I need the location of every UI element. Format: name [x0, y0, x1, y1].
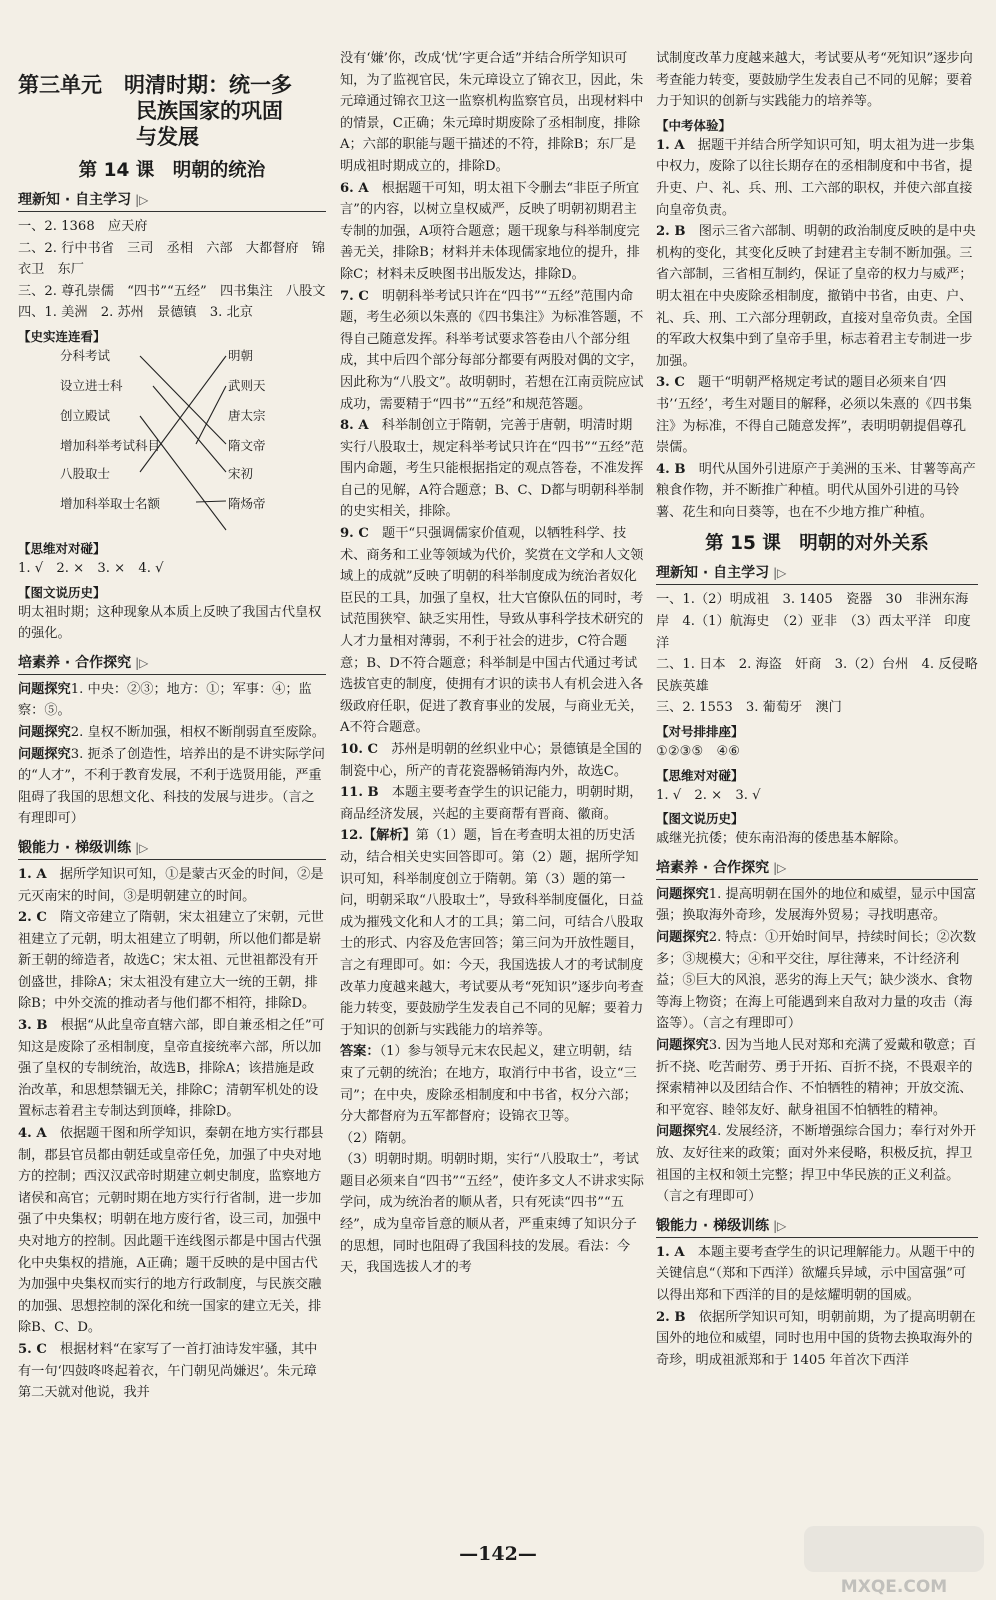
inquiry-label: 问题探究 — [18, 681, 71, 697]
pic-answer: 戚继光抗倭；使东南沿海的倭患基本解除。 — [656, 831, 907, 847]
answer-text: 根据“从此皇帝直辖六部，即自兼丞相之任”可知这是废除了丞相制度，皇帝直接统率六部，所以加强了皇权的专制统治，故选B，排除A；该措施是政治改革，和思想禁锢无关，排除C；清朝军机处的设置标志着君主专制达到顶峰，排除D。 — [18, 1018, 325, 1120]
answer-continuation: 试制度改革力度越来越大，考试要从考“死知识”逐步向考查能力转变，要鼓励学生发表自己不同的见解；要着力于知识的创新与实践能力的培养等。 — [656, 51, 973, 110]
match-line — [140, 416, 226, 530]
answer-number: 2. C — [18, 910, 47, 926]
exercise-answer — [340, 825, 645, 1041]
match-left-item: 八股取士 — [60, 465, 111, 481]
answer-number: 5. C — [18, 1341, 47, 1357]
inquiry-text: 1. 中央：②③；地方：①；军事：④；监察：⑤。 — [18, 681, 312, 719]
unit-title-line-3: 与发展 — [136, 125, 199, 149]
section-title: 培素养 · 合作探究 — [656, 859, 770, 876]
order-answer: ①②③⑤ ④⑥ — [656, 744, 741, 760]
inquiry-answer — [18, 744, 326, 830]
inquiry-answer — [656, 1035, 978, 1121]
section-title: 培素养 · 合作探究 — [18, 654, 132, 671]
answer-line: 三、2. 1553 3. 葡萄牙 澳门 — [656, 700, 842, 716]
arrow-icon: |▷ — [773, 1218, 787, 1233]
answer-text: 题干“只强调儒家价值观，以牺牲科学、技术、商务和工业等领域为代价，奖赏在文学和人文领域上的成就”反映了明朝的科举制度成为统治者奴化臣民的工具，加强了皇权，壮大官僚队伍的同时，考试范围狭窄、缺乏实用性，导致从事科学技术研究的人才力量相对薄弱，不利于社会的进步，C符合题意；B、D不符合题意；科举制是中国古代通过考试选拔官吏的制度，使拥有才识的读书人有机会进入各级政府任职，促进了教育事业的发展，与商业无关，A不符合题意。 — [340, 526, 644, 736]
unit-title-line-2: 民族国家的巩固 — [136, 99, 283, 123]
answer-text: 第（1）题，旨在考查明太祖的历史活动，结合相关史实回答即可。第（2）题，据所学知识可知，科举制度创立于隋朝。第（3）题的第一问，明朝采取“八股取士”，导致科举制度僵化，日益成为摧残文化和人才的工具；第二问，可结合八股取士的形式、内容及危害回答；第三问为开放性题目，言之有理即可。如：今天，我国选拔人才的考试制度改革力度越来越大，考试要从考“死知识”逐步向考查能力转变，要鼓励学生发表自己不同的见解；要着力于知识的创新与实践能力的培养等。 — [340, 828, 644, 1038]
match-right-item: 明朝 — [228, 347, 254, 363]
answer-text: 苏州是明朝的丝织业中心；景德镇是全国的制瓷中心，所产的青花瓷器畅销海内外，故选C。 — [340, 742, 642, 779]
exercise-answer — [340, 523, 645, 739]
answer-line: 二、1. 日本 2. 海盗 奸商 3.（2）台州 4. 反侵略 民族英雄 — [656, 657, 992, 694]
section-heading — [18, 187, 326, 212]
exam-answer — [656, 221, 978, 372]
column-3 — [656, 48, 992, 1371]
arrow-icon: |▷ — [135, 193, 149, 207]
answer-number: 1. A — [656, 1244, 685, 1260]
inquiry-answer — [656, 884, 978, 927]
answer-line: 一、1.（2）明成祖 3. 1405 瓷器 30 非洲东海岸 4.（1）航海史 （2）亚非 （3）西太平洋 印度洋 — [656, 592, 971, 651]
answer-number: 2. B — [656, 224, 686, 240]
arrow-icon: |▷ — [135, 655, 149, 670]
match-left-item: 创立殿试 — [60, 407, 111, 423]
exam-heading: 【中考体验】 — [656, 117, 732, 133]
answer-text: 题干“明朝严格规定考试的题目必须来自‘四书’‘五经’，考生对题目的解释，必须以朱熹的《四书集注》为标准，不得自己随意发挥”，表明明朝提倡尊孔崇儒。 — [656, 375, 972, 456]
answer-label: 答案： — [340, 1044, 380, 1060]
match-left-item: 设立进士科 — [60, 377, 123, 393]
inquiry-text: 4. 发展经济，不断增强综合国力；奉行对外开放、友好往来的政策；面对外来侵略，积极反抗，捍卫祖国的主权和领土完整；捍卫中华民族的正义利益。（言之有理即可） — [656, 1124, 977, 1205]
section-heading — [656, 560, 978, 585]
inquiry-answer — [18, 722, 326, 744]
match-left-item: 分科考试 — [60, 347, 111, 363]
answer-text: 科举制创立于隋朝，完善于唐朝，明清时期实行八股取士，规定科举考试只许在“四书”“五经”范围内命题，考生只能根据指定的观点答卷，不准发挥自己的见解，A符合题意；B、C、D都与明朝科举制的史实相关，排除。 — [340, 418, 644, 520]
answer-text: 图示三省六部制、明朝的政治制度反映的是中央机构的变化，其变化反映了封建君主专制不断加强。三省六部制，三省相互制约，保证了皇帝的权力与威严；明太祖在中央废除丞相制度，撤销中书省，由吏、户、礼、兵、刑、工六部分理朝政，直接对皇帝负责。全国的军政大权集中到了皇帝手里，标志着君主专制进一步加强。 — [656, 224, 976, 369]
answer-number: 4. A — [18, 1126, 47, 1142]
inquiry-answer — [656, 1121, 978, 1207]
exercise-answer — [18, 864, 326, 907]
answer-text: 本题主要考查学生的识记能力，明朝时期，商品经济发展，兴起的主要商帮有晋商、徽商。 — [340, 785, 643, 822]
think-heading: 【思维对对碰】 — [656, 767, 744, 783]
answer-number: 3. C — [656, 375, 685, 391]
pic-heading: 【图文说历史】 — [656, 811, 744, 827]
match-right-item: 唐太宗 — [228, 407, 266, 423]
page-number: —142— — [459, 1543, 537, 1565]
match-line — [140, 356, 226, 444]
answer-number: 11. B — [340, 785, 379, 801]
answer-key — [340, 1041, 645, 1127]
inquiry-label: 问题探究 — [656, 930, 709, 945]
answer-number: 8. A — [340, 418, 369, 434]
exercise-answer — [18, 907, 326, 1015]
match-right-item: 隋炀帝 — [228, 495, 266, 511]
answer-number: 2. B — [656, 1309, 686, 1325]
exercise-answer — [340, 178, 645, 286]
match-right-item: 隋文帝 — [228, 437, 266, 453]
answer-text: 明朝科举考试只许在“四书”“五经”范围内命题，考生必须以朱熹的《四书集注》为标准答题，不得自己随意发挥。科举考试要求答卷由八个部分组成，其中后四个部分每部分都要有两股对偶的文字，因此称为“八股文”。故明朝时，若想在江南贡院应试成功，需要精于“四书”“五经”和规范答题。 — [340, 288, 644, 412]
answer-text: 据题干并结合所学知识可知，明太祖为进一步集中权力，废除了以往长期存在的丞相制度和中书省，提升吏、户、礼、兵、刑、工六部的职权，并使六部直接向皇帝负责。 — [656, 137, 975, 218]
think-answer: 1. √ 2. × 3. √ — [656, 787, 761, 803]
inquiry-label: 问题探究 — [656, 1124, 709, 1140]
answer-number: 4. B — [656, 461, 686, 477]
match-line — [196, 501, 226, 502]
exercise-answer — [18, 1339, 326, 1404]
inquiry-label: 问题探究 — [18, 724, 71, 740]
answer-text: 根据题干可知，明太祖下令删去“非臣子所宜言”的内容，以树立皇权威严，反映了明朝初期君主专制的加强，A项符合题意；题干现象与科举制度完善无关，排除B；材料并未体现儒家地位的提升，排除C；材料未反映图书出版发达，排除D。 — [340, 180, 640, 282]
order-heading: 【对号排排座】 — [656, 724, 744, 740]
answer-continuation: 没有‘嫌’你，改成‘忧’字更合适”并结合所学知识可知，为了监视官民，朱元璋设立了锦衣卫，因此，朱元璋通过锦衣卫这一监察机构监察官员，出现材料中的情景，C正确；朱元璋时期废除了丞相制度，排除A；六部的职能与题干描述的不符，排除B；东厂是明成祖时期成立的，排除D。 — [340, 51, 644, 174]
inquiry-label: 问题探究 — [656, 886, 709, 902]
exercise-answer — [340, 415, 645, 523]
unit-title-line-1: 明清时期：统一多 — [124, 73, 292, 97]
answer-number: 1. A — [656, 137, 685, 153]
match-right-item: 宋初 — [228, 465, 254, 481]
inquiry-text: 3. 扼杀了创造性，培养出的是不讲实际学问的“人才”，不利于教育发展，不利于选贤用能，严重阻碍了我国的思想文化、科技的发展与进步。（言之有理即可） — [18, 746, 325, 827]
column-1 — [18, 48, 326, 1404]
answer-key: （3）明朝时期。明朝时期，实行“八股取士”，考试题目必须来自“四书”“五经”，使许多文人不讲求实际学问，成为统治者的顺从者，只有死读“四书”“五经”，成为皇帝旨意的顺从者，严重束缚了知识分子的思想，同时也阻碍了我国科技的发展。看法：今天，我国选拔人才的考 — [340, 1152, 644, 1276]
lesson-15-title: 第 15 课 明朝的对外关系 — [705, 533, 929, 555]
arrow-icon: |▷ — [773, 566, 787, 581]
unit-number: 第三单元 — [18, 73, 102, 97]
exam-answer — [656, 372, 978, 458]
answer-line: 三、2. 尊孔崇儒 “四书”“五经” 四书集注 八股文 — [18, 283, 326, 299]
answer-number: 1. A — [18, 866, 47, 882]
answer-key: （2）隋朝。 — [340, 1130, 415, 1146]
answer-text: 隋文帝建立了隋朝，宋太祖建立了宋朝，元世祖建立了元朝，明太祖建立了明朝，所以他们都是崭新王朝的缔造者，故选C；宋太祖、元世祖都没有开创盛世，排除A；宋太祖没有建立大一统的王朝，排除B；中外交流的推动者与他们都不相符，排除D。 — [18, 910, 324, 1012]
section-heading — [18, 835, 326, 860]
answer-line: 四、1. 美洲 2. 苏州 景德镇 3. 北京 — [18, 305, 253, 321]
inquiry-label: 问题探究 — [18, 746, 71, 762]
answer-number: 12.【解析】 — [340, 828, 416, 844]
pic-answer: 明太祖时期；这种现象从本质上反映了我国古代皇权的强化。 — [18, 604, 322, 642]
think-answer: 1. √ 2. × 3. × 4. √ — [18, 560, 164, 576]
answer-text: 据所学知识可知，①是蒙古灭金的时间，②是元灭南宋的时间，③是明朝建立的时间。 — [18, 866, 324, 904]
answer-text: 根据材料“在家写了一首打油诗发牢骚，其中有一句‘四鼓咚咚起着衣，午门朝见尚嫌迟’。朱元璋第二天就对他说，我并 — [18, 1341, 318, 1401]
arrow-icon: |▷ — [135, 840, 149, 855]
answer-text: （1）参与领导元末农民起义，建立明朝，结束了元朝的统治；在地方，取消行中书省，设立“三司”；在中央，废除丞相制度和中书省，权分六部；分大都督府为五军都督府；设锦衣卫等。 — [340, 1044, 637, 1125]
section-title: 理新知 · 自主学习 — [656, 565, 770, 582]
exercise-answer — [656, 1242, 978, 1307]
inquiry-text: 2. 特点：①开始时间早，持续时间长；②次数多；③规模大；④和平交往，厚往薄来，不计经济利益；⑤巨大的风浪，恶劣的海上天气；缺少淡水、食物等海上物资；在海上可能遇到来自敌对力量的攻击（海盗等）。（言之有理即可） — [656, 930, 977, 1032]
inquiry-text: 1. 提高明朝在国外的地位和威望，显示中国富强；换取海外奇珍，发展海外贸易；寻找明惠帝。 — [656, 886, 977, 924]
watermark-text: MXQE.COM — [840, 1577, 948, 1597]
unit-title — [18, 72, 326, 150]
answer-number: 10. C — [340, 742, 379, 757]
section-heading — [656, 1213, 978, 1238]
answer-number: 6. A — [340, 180, 369, 196]
section-heading — [656, 855, 978, 880]
lesson-14-title: 第 14 课 明朝的统治 — [78, 160, 266, 181]
section-heading — [18, 650, 326, 675]
inquiry-answer — [18, 679, 326, 722]
answer-text: 明代从国外引进原产于美洲的玉米、甘薯等高产粮食作物，并不断推广种植。明代从国外引进的马铃薯、花生和向日葵等，也在不少地方推广种植。 — [656, 461, 976, 520]
answer-text: 依据题干图和所学知识，秦朝在地方实行郡县制，郡县官员都由朝廷或皇帝任免，加强了中央对地方的控制；西汉汉武帝时期建立刺史制度，监察地方诸侯和高官；元朝时期在地方实行行省制，进一步加强了中央集权；明朝在地方废行省，设三司，加强中央对地方的控制。因此题干连线图示都是中国古代强化中央集权的措施，A正确；题干反映的是中国古代为加强中央集权而实行的地方行政制度，与民族交融的加强、思想控制的深化和统一国家的建立无关，排除B、C、D。 — [18, 1126, 324, 1336]
exercise-answer — [340, 739, 645, 782]
answer-line: 二、2. 行中书省 三司 丞相 六部 大都督府 锦衣卫 东厂 — [18, 240, 325, 278]
section-title: 锻能力 · 梯级训练 — [656, 1217, 770, 1234]
exercise-answer — [18, 1123, 326, 1339]
watermark-logo — [800, 1520, 990, 1598]
exercise-answer — [340, 782, 645, 825]
answer-number: 9. C — [340, 526, 369, 542]
inquiry-text: 3. 因为当地人民对郑和充满了爱戴和敬意；百折不挠、吃苦耐劳、勇于开拓、百折不挠，不畏艰辛的探索精神以及团结合作、不怕牺牲的精神；开放交流、和平宽容、睦邻友好、献身祖国不怕牺牲的精神。 — [656, 1037, 977, 1118]
match-left-item: 增加科举考试科目 — [60, 437, 161, 453]
match-heading: 【史实连连看】 — [18, 328, 106, 344]
match-left-item: 增加科举取士名额 — [60, 495, 161, 511]
think-heading: 【思维对对碰】 — [18, 540, 106, 556]
answer-text: 本题主要考查学生的识记理解能力。从题干中的关键信息“（郑和下西洋）欲耀兵异域，示中国富强”可以得出郑和下西洋的目的是炫耀明朝的国威。 — [656, 1244, 975, 1303]
answer-line: 一、2. 1368 应天府 — [18, 219, 148, 234]
exam-answer — [656, 135, 978, 221]
match-diagram — [18, 346, 318, 536]
match-right-item: 武则天 — [228, 377, 266, 393]
inquiry-text: 2. 皇权不断加强，相权不断削弱直至废除。 — [70, 724, 325, 740]
pic-heading: 【图文说历史】 — [18, 584, 106, 600]
section-title: 锻能力 · 梯级训练 — [18, 839, 132, 856]
inquiry-label: 问题探究 — [656, 1037, 709, 1053]
section-title: 理新知 · 自主学习 — [18, 192, 132, 208]
arrow-icon: |▷ — [773, 860, 787, 875]
match-line — [140, 356, 226, 472]
answer-number: 3. B — [18, 1018, 48, 1034]
match-line — [196, 386, 226, 444]
inquiry-answer — [656, 927, 978, 1035]
column-2 — [340, 48, 645, 1279]
exam-answer — [656, 459, 978, 524]
answer-text: 依据所学知识可知，明朝前期，为了提高明朝在国外的地位和威望，同时也用中国的货物去换取海外的奇珍，明成祖派郑和于 1405 年首次下西洋 — [656, 1309, 976, 1368]
exercise-answer — [656, 1307, 978, 1372]
answer-number: 7. C — [340, 288, 369, 304]
exercise-answer — [340, 286, 645, 416]
exercise-answer — [18, 1015, 326, 1123]
match-line — [153, 386, 226, 472]
